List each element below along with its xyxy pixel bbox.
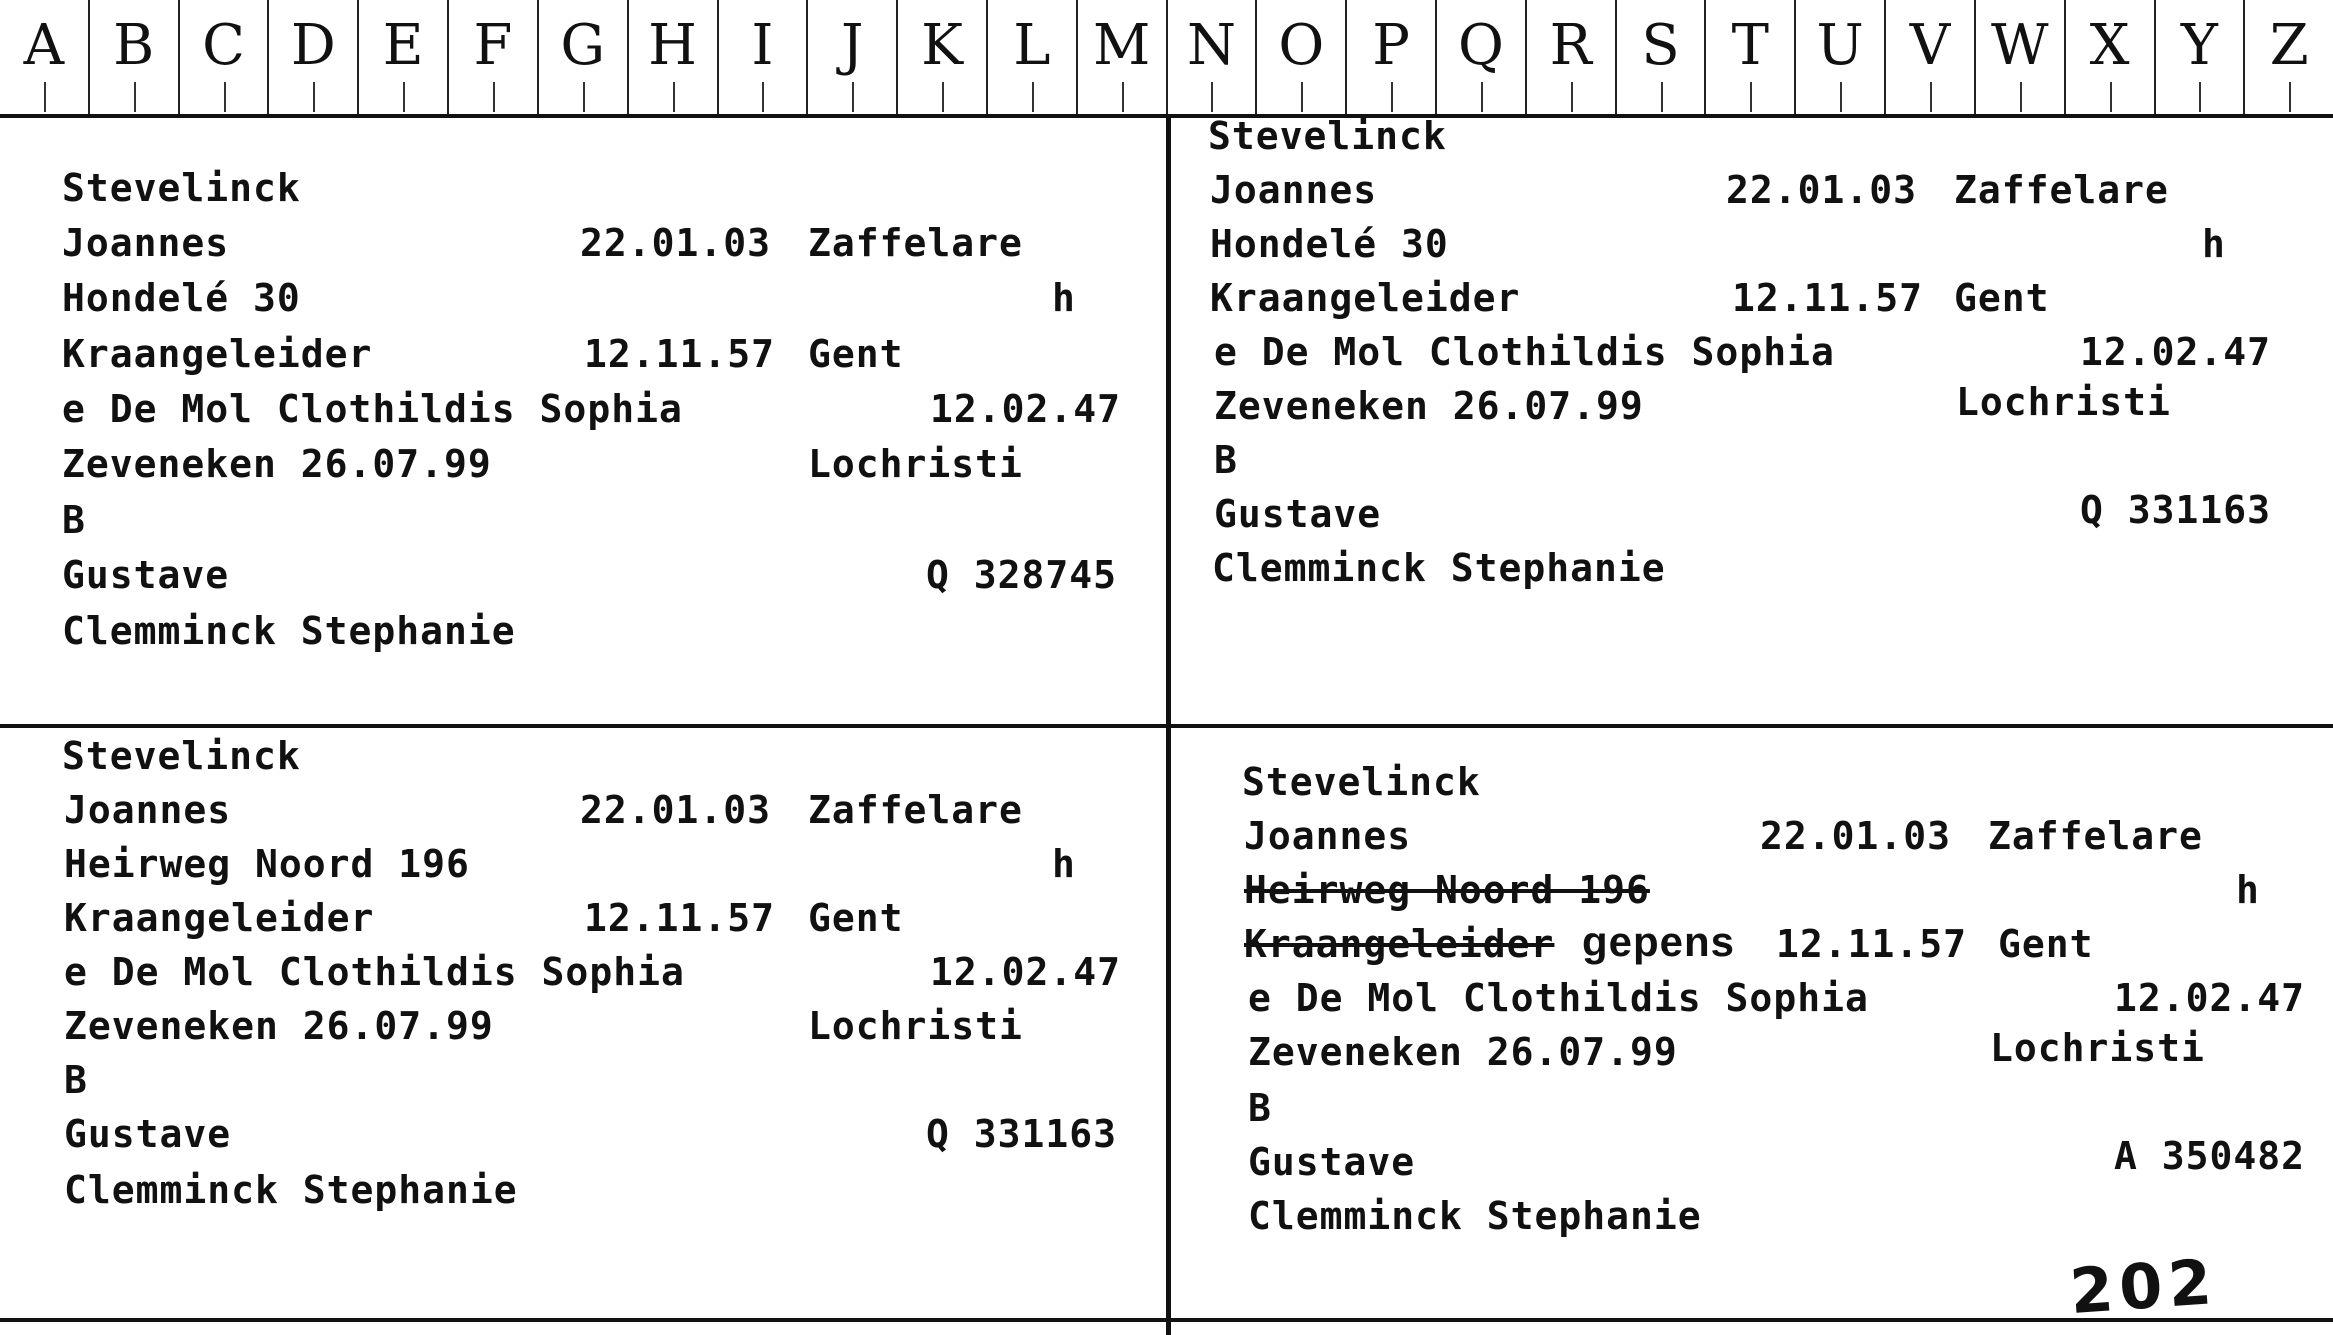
mother: Clemminck Stephanie <box>1248 1194 1702 1238</box>
spouse-birth: Zeveneken 26.07.99 <box>1214 384 1644 428</box>
birth-place: Zaffelare <box>808 221 1023 265</box>
tab-r[interactable]: R <box>1527 0 1617 114</box>
tab-p[interactable]: P <box>1347 0 1437 114</box>
tab-l[interactable]: L <box>988 0 1078 114</box>
death-place: Gent <box>808 896 904 940</box>
birth-place: Zaffelare <box>808 788 1023 832</box>
tab-u[interactable]: U <box>1796 0 1886 114</box>
record-number: A 350482 <box>2114 1134 2306 1178</box>
sex-mark: h <box>2236 868 2260 912</box>
record-number: Q 328745 <box>926 553 1118 597</box>
record-number: Q 331163 <box>2080 488 2272 532</box>
tab-a[interactable]: A <box>0 0 90 114</box>
birth-place: Zaffelare <box>1954 168 2169 212</box>
marriage-place: Lochristi <box>1990 1026 2205 1070</box>
spouse-birth: Zeveneken 26.07.99 <box>62 442 492 486</box>
birth-date: 22.01.03 <box>580 221 772 265</box>
surname: Stevelinck <box>1208 114 1447 158</box>
birth-date: 22.01.03 <box>580 788 772 832</box>
card-divider-bottom <box>0 1318 2333 1322</box>
marriage-place: Lochristi <box>808 1004 1023 1048</box>
death-date: 12.11.57 <box>1776 922 1968 966</box>
surname: Stevelinck <box>62 166 301 210</box>
marriage-place: Lochristi <box>808 442 1023 486</box>
address: Heirweg Noord 196 <box>64 842 470 886</box>
tab-b[interactable]: B <box>90 0 180 114</box>
tab-i[interactable]: I <box>719 0 809 114</box>
spouse: e De Mol Clothildis Sophia <box>1248 976 1869 1020</box>
death-place: Gent <box>1954 276 2050 320</box>
code: B <box>64 1058 88 1102</box>
father: Gustave <box>62 553 230 597</box>
tab-x[interactable]: X <box>2066 0 2156 114</box>
tab-n[interactable]: N <box>1168 0 1258 114</box>
occupation: Kraangeleider <box>64 896 375 940</box>
firstname: Joannes <box>1244 814 1412 858</box>
tab-g[interactable]: G <box>539 0 629 114</box>
tab-y[interactable]: Y <box>2156 0 2246 114</box>
marriage-date: 12.02.47 <box>2114 976 2306 1020</box>
mother: Clemminck Stephanie <box>1212 546 1666 590</box>
firstname: Joannes <box>62 221 230 265</box>
surname: Stevelinck <box>1242 760 1481 804</box>
death-place: Gent <box>808 332 904 376</box>
sex-mark: h <box>2202 222 2226 266</box>
birth-place: Zaffelare <box>1988 814 2203 858</box>
handwritten-number: 202 <box>2067 1244 2220 1329</box>
address-struck: Heirweg Noord 196 <box>1244 868 1650 912</box>
code: B <box>62 498 86 542</box>
tab-e[interactable]: E <box>359 0 449 114</box>
sex-mark: h <box>1052 276 1076 320</box>
tab-j[interactable]: J <box>808 0 898 114</box>
address: Hondelé 30 <box>62 276 301 320</box>
spouse: e De Mol Clothildis Sophia <box>1214 330 1835 374</box>
tab-z[interactable]: Z <box>2245 0 2333 114</box>
tab-m[interactable]: M <box>1078 0 1168 114</box>
spouse: e De Mol Clothildis Sophia <box>64 950 685 994</box>
birth-date: 22.01.03 <box>1726 168 1918 212</box>
tab-o[interactable]: O <box>1257 0 1347 114</box>
code: B <box>1214 438 1238 482</box>
tab-h[interactable]: H <box>629 0 719 114</box>
death-date: 12.11.57 <box>584 896 776 940</box>
death-place: Gent <box>1998 922 2094 966</box>
marriage-date: 12.02.47 <box>930 950 1122 994</box>
tab-q[interactable]: Q <box>1437 0 1527 114</box>
father: Gustave <box>1214 492 1382 536</box>
record-number: Q 331163 <box>926 1112 1118 1156</box>
tab-w[interactable]: W <box>1976 0 2066 114</box>
tab-d[interactable]: D <box>269 0 359 114</box>
surname: Stevelinck <box>62 734 301 778</box>
tab-s[interactable]: S <box>1617 0 1707 114</box>
tab-v[interactable]: V <box>1886 0 1976 114</box>
mother: Clemminck Stephanie <box>64 1168 518 1212</box>
marriage-place: Lochristi <box>1956 380 2171 424</box>
card-divider-horizontal <box>0 724 2333 728</box>
death-date: 12.11.57 <box>1732 276 1924 320</box>
occupation-struck: Kraangeleider <box>1244 922 1555 966</box>
occupation: Kraangeleider <box>1210 276 1521 320</box>
tab-c[interactable]: C <box>180 0 270 114</box>
tab-t[interactable]: T <box>1706 0 1796 114</box>
firstname: Joannes <box>1210 168 1378 212</box>
alphabet-tab-strip <box>0 0 2333 118</box>
mother: Clemminck Stephanie <box>62 609 516 653</box>
code: B <box>1248 1086 1272 1130</box>
death-date: 12.11.57 <box>584 332 776 376</box>
occupation-added: gepens <box>1582 918 1736 965</box>
marriage-date: 12.02.47 <box>2080 330 2272 374</box>
marriage-date: 12.02.47 <box>930 387 1122 431</box>
tab-k[interactable]: K <box>898 0 988 114</box>
spouse: e De Mol Clothildis Sophia <box>62 387 683 431</box>
firstname: Joannes <box>64 788 232 832</box>
birth-date: 22.01.03 <box>1760 814 1952 858</box>
spouse-birth: Zeveneken 26.07.99 <box>1248 1030 1678 1074</box>
spouse-birth: Zeveneken 26.07.99 <box>64 1004 494 1048</box>
tab-f[interactable]: F <box>449 0 539 114</box>
sex-mark: h <box>1052 842 1076 886</box>
address: Hondelé 30 <box>1210 222 1449 266</box>
father: Gustave <box>64 1112 232 1156</box>
father: Gustave <box>1248 1140 1416 1184</box>
occupation: Kraangeleider <box>62 332 373 376</box>
